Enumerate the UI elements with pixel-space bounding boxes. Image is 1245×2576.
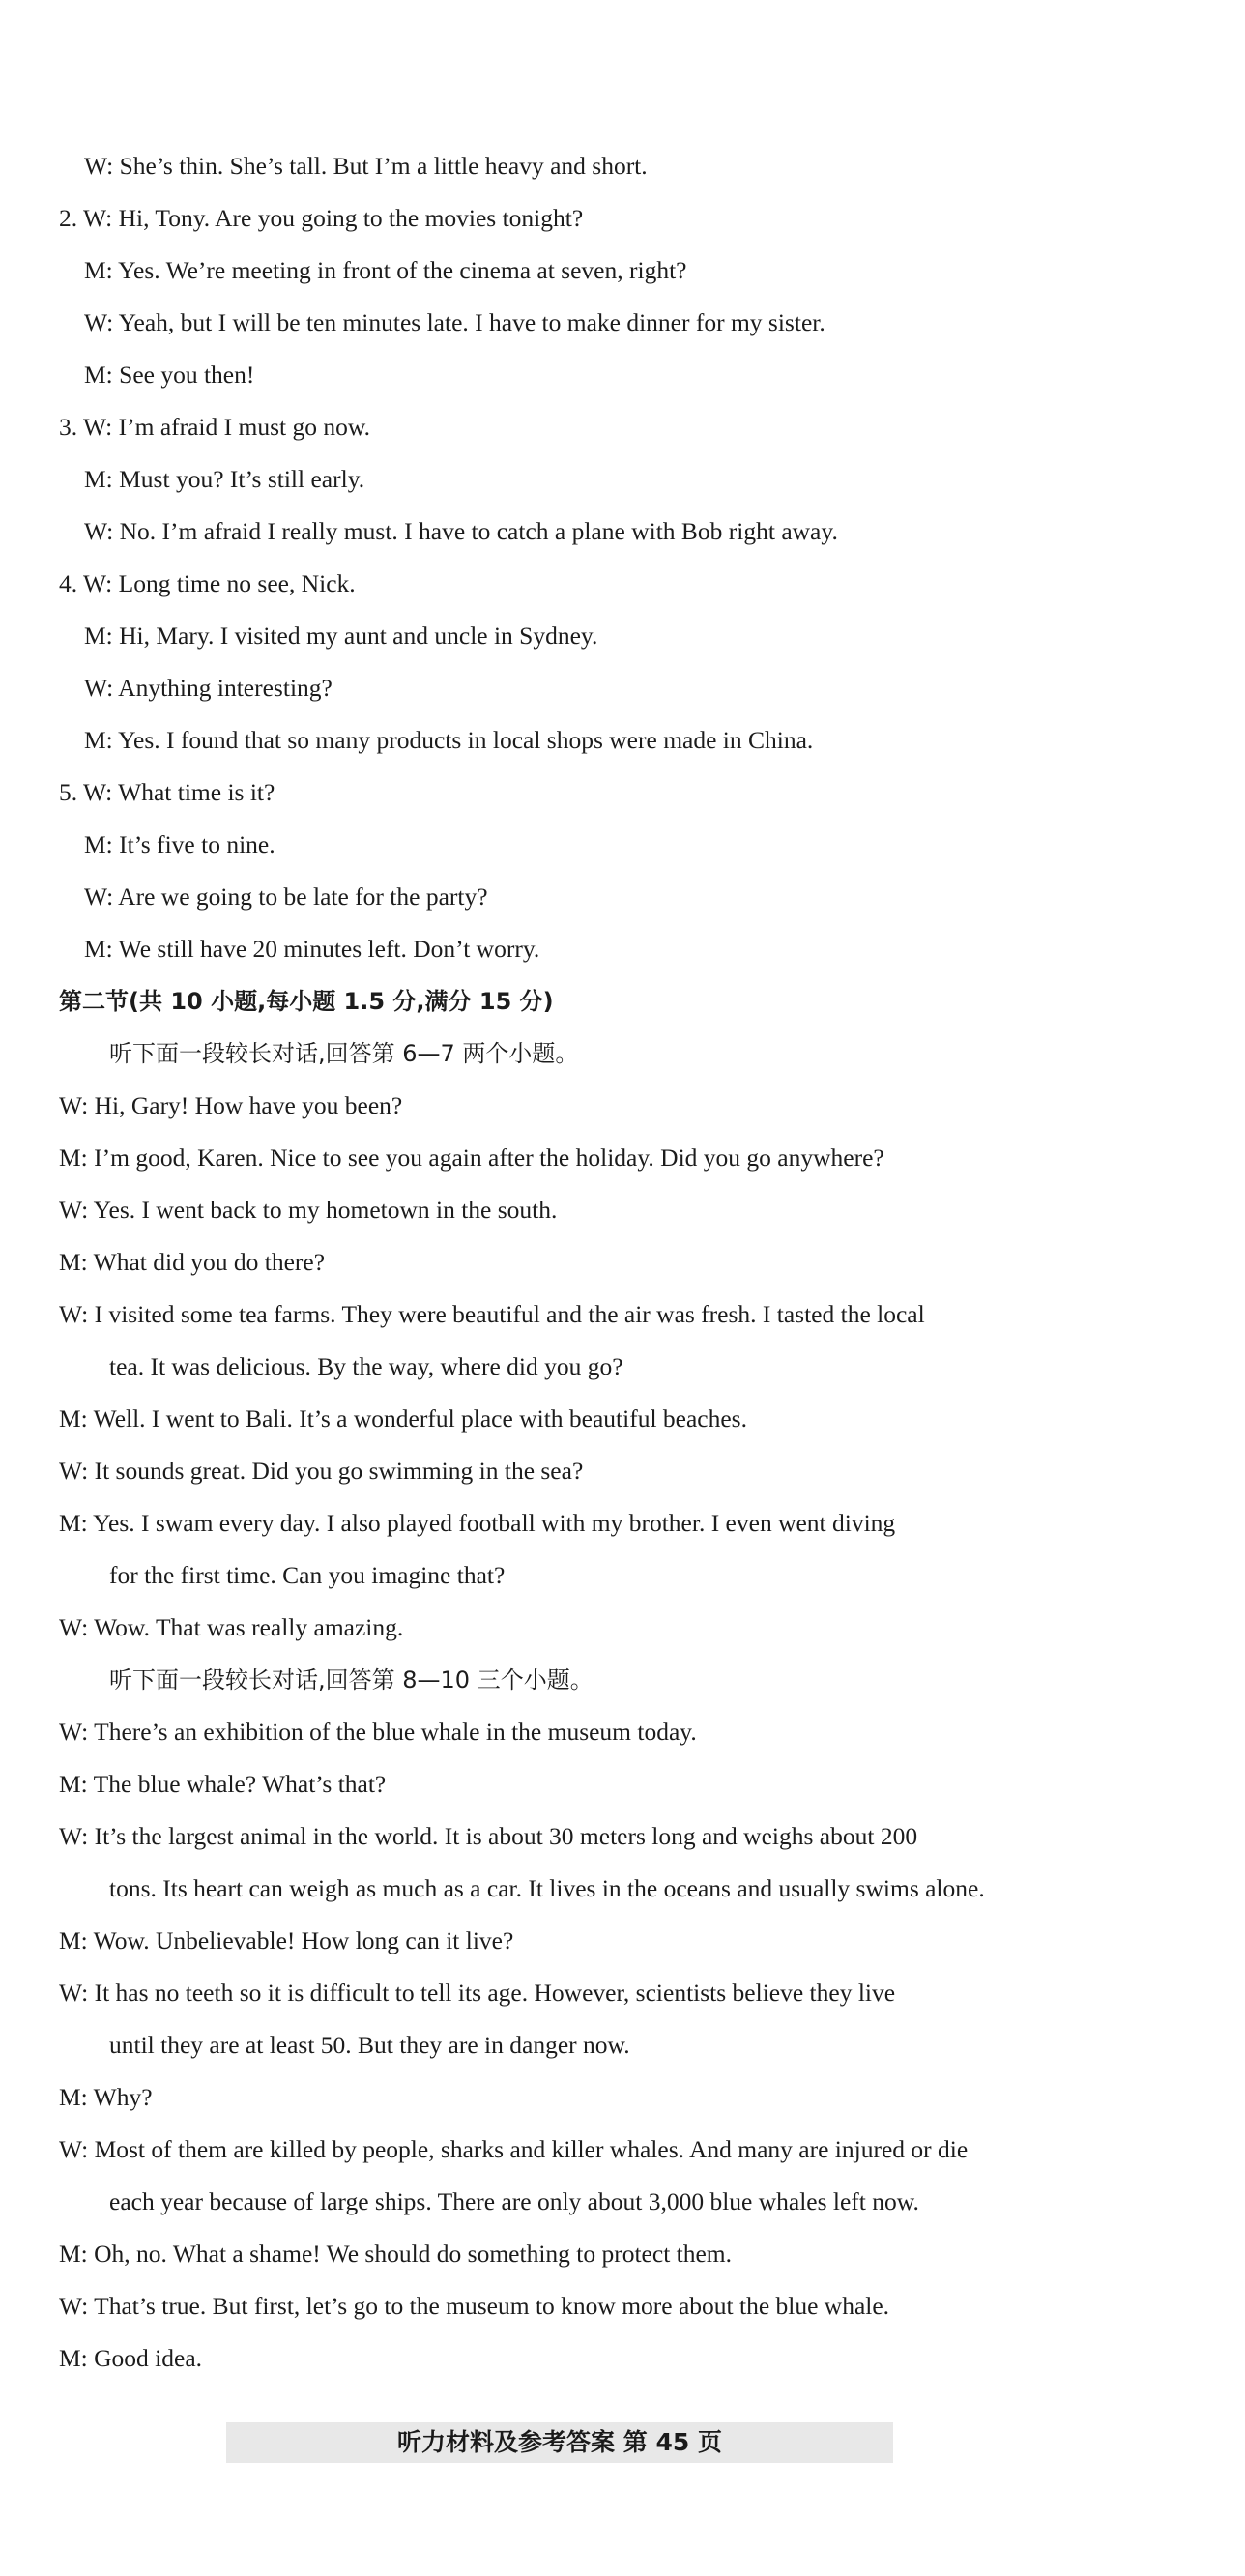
dialogue-line: W: There’s an exhibition of the blue whale in the museum today. [59,1718,697,1746]
dialogue-line: M: Yes. I swam every day. I also played football with my brother. I even went diving [59,1509,896,1537]
dialogue-line: W: No. I’m afraid I really must. I have to catch a plane with Bob right away. [84,517,838,545]
dialogue-line: M: Yes. We’re meeting in front of the cinema at seven, right? [84,256,687,284]
dialogue-line: W: Anything interesting? [84,674,333,702]
page-footer: 听力材料及参考答案 第 45 页 [397,2428,722,2456]
dialogue-line: W: Yes. I went back to my hometown in the south. [59,1196,558,1224]
dialogue-line: W: Yeah, but I will be ten minutes late. I have to make dinner for my sister. [84,308,825,336]
dialogue-line: for the first time. Can you imagine that? [109,1561,506,1589]
dialogue-line: 3. W: I’m afraid I must go now. [59,413,370,441]
dialogue-line: W: It sounds great. Did you go swimming in the sea? [59,1457,584,1485]
dialogue-line: W: Hi, Gary! How have you been? [59,1091,403,1119]
dialogue-line: 5. W: What time is it? [59,778,275,806]
dialogue-line: M: Must you? It’s still early. [84,465,365,493]
section-heading: 第二节(共 10 小题,每小题 1.5 分,满分 15 分) [59,988,554,1015]
dialogue-line: M: Good idea. [59,2344,203,2372]
dialogue-line: W: It’s the largest animal in the world. It is about 30 meters long and weighs about 200 [59,1822,918,1850]
dialogue-line: W: That’s true. But first, let’s go to the museum to know more about the blue whale. [59,2292,890,2320]
dialogue-line: 2. W: Hi, Tony. Are you going to the movies tonight? [59,204,584,232]
dialogue-line: W: Are we going to be late for the party? [84,883,488,911]
instruction-line: 听下面一段较长对话,回答第 8—10 三个小题。 [109,1666,594,1693]
dialogue-line: M: What did you do there? [59,1248,326,1276]
dialogue-line: W: It has no teeth so it is difficult to tell its age. However, scientists believe they live [59,1979,896,2007]
dialogue-line: each year because of large ships. There are only about 3,000 blue whales left now. [109,2187,919,2215]
dialogue-line: M: I’m good, Karen. Nice to see you again after the holiday. Did you go anywhere? [59,1143,884,1172]
dialogue-line: M: Yes. I found that so many products in local shops were made in China. [84,726,814,754]
dialogue-line: tea. It was delicious. By the way, where did you go? [109,1352,623,1380]
dialogue-line: M: Oh, no. What a shame! We should do something to protect them. [59,2240,733,2268]
dialogue-line: M: Wow. Unbelievable! How long can it live? [59,1926,514,1954]
dialogue-line: M: The blue whale? What’s that? [59,1770,387,1798]
dialogue-line: tons. Its heart can weigh as much as a car. It lives in the oceans and usually swims alone. [109,1874,985,1902]
dialogue-line: 4. W: Long time no see, Nick. [59,569,356,597]
dialogue-line: W: Wow. That was really amazing. [59,1613,404,1641]
dialogue-line: M: We still have 20 minutes left. Don’t worry. [84,935,540,963]
dialogue-line: W: Most of them are killed by people, sharks and killer whales. And many are injured or die [59,2135,969,2163]
dialogue-line: until they are at least 50. But they are in danger now. [109,2031,630,2059]
dialogue-line: M: Hi, Mary. I visited my aunt and uncle in Sydney. [84,622,598,650]
dialogue-line: W: I visited some tea farms. They were beautiful and the air was fresh. I tasted the local [59,1300,925,1328]
dialogue-line: W: She’s thin. She’s tall. But I’m a little heavy and short. [84,152,648,180]
dialogue-line: M: See you then! [84,361,255,389]
dialogue-line: M: Why? [59,2083,153,2111]
instruction-line: 听下面一段较长对话,回答第 6—7 两个小题。 [109,1040,579,1067]
dialogue-line: M: Well. I went to Bali. It’s a wonderful place with beautiful beaches. [59,1404,747,1433]
dialogue-line: M: It’s five to nine. [84,830,275,858]
